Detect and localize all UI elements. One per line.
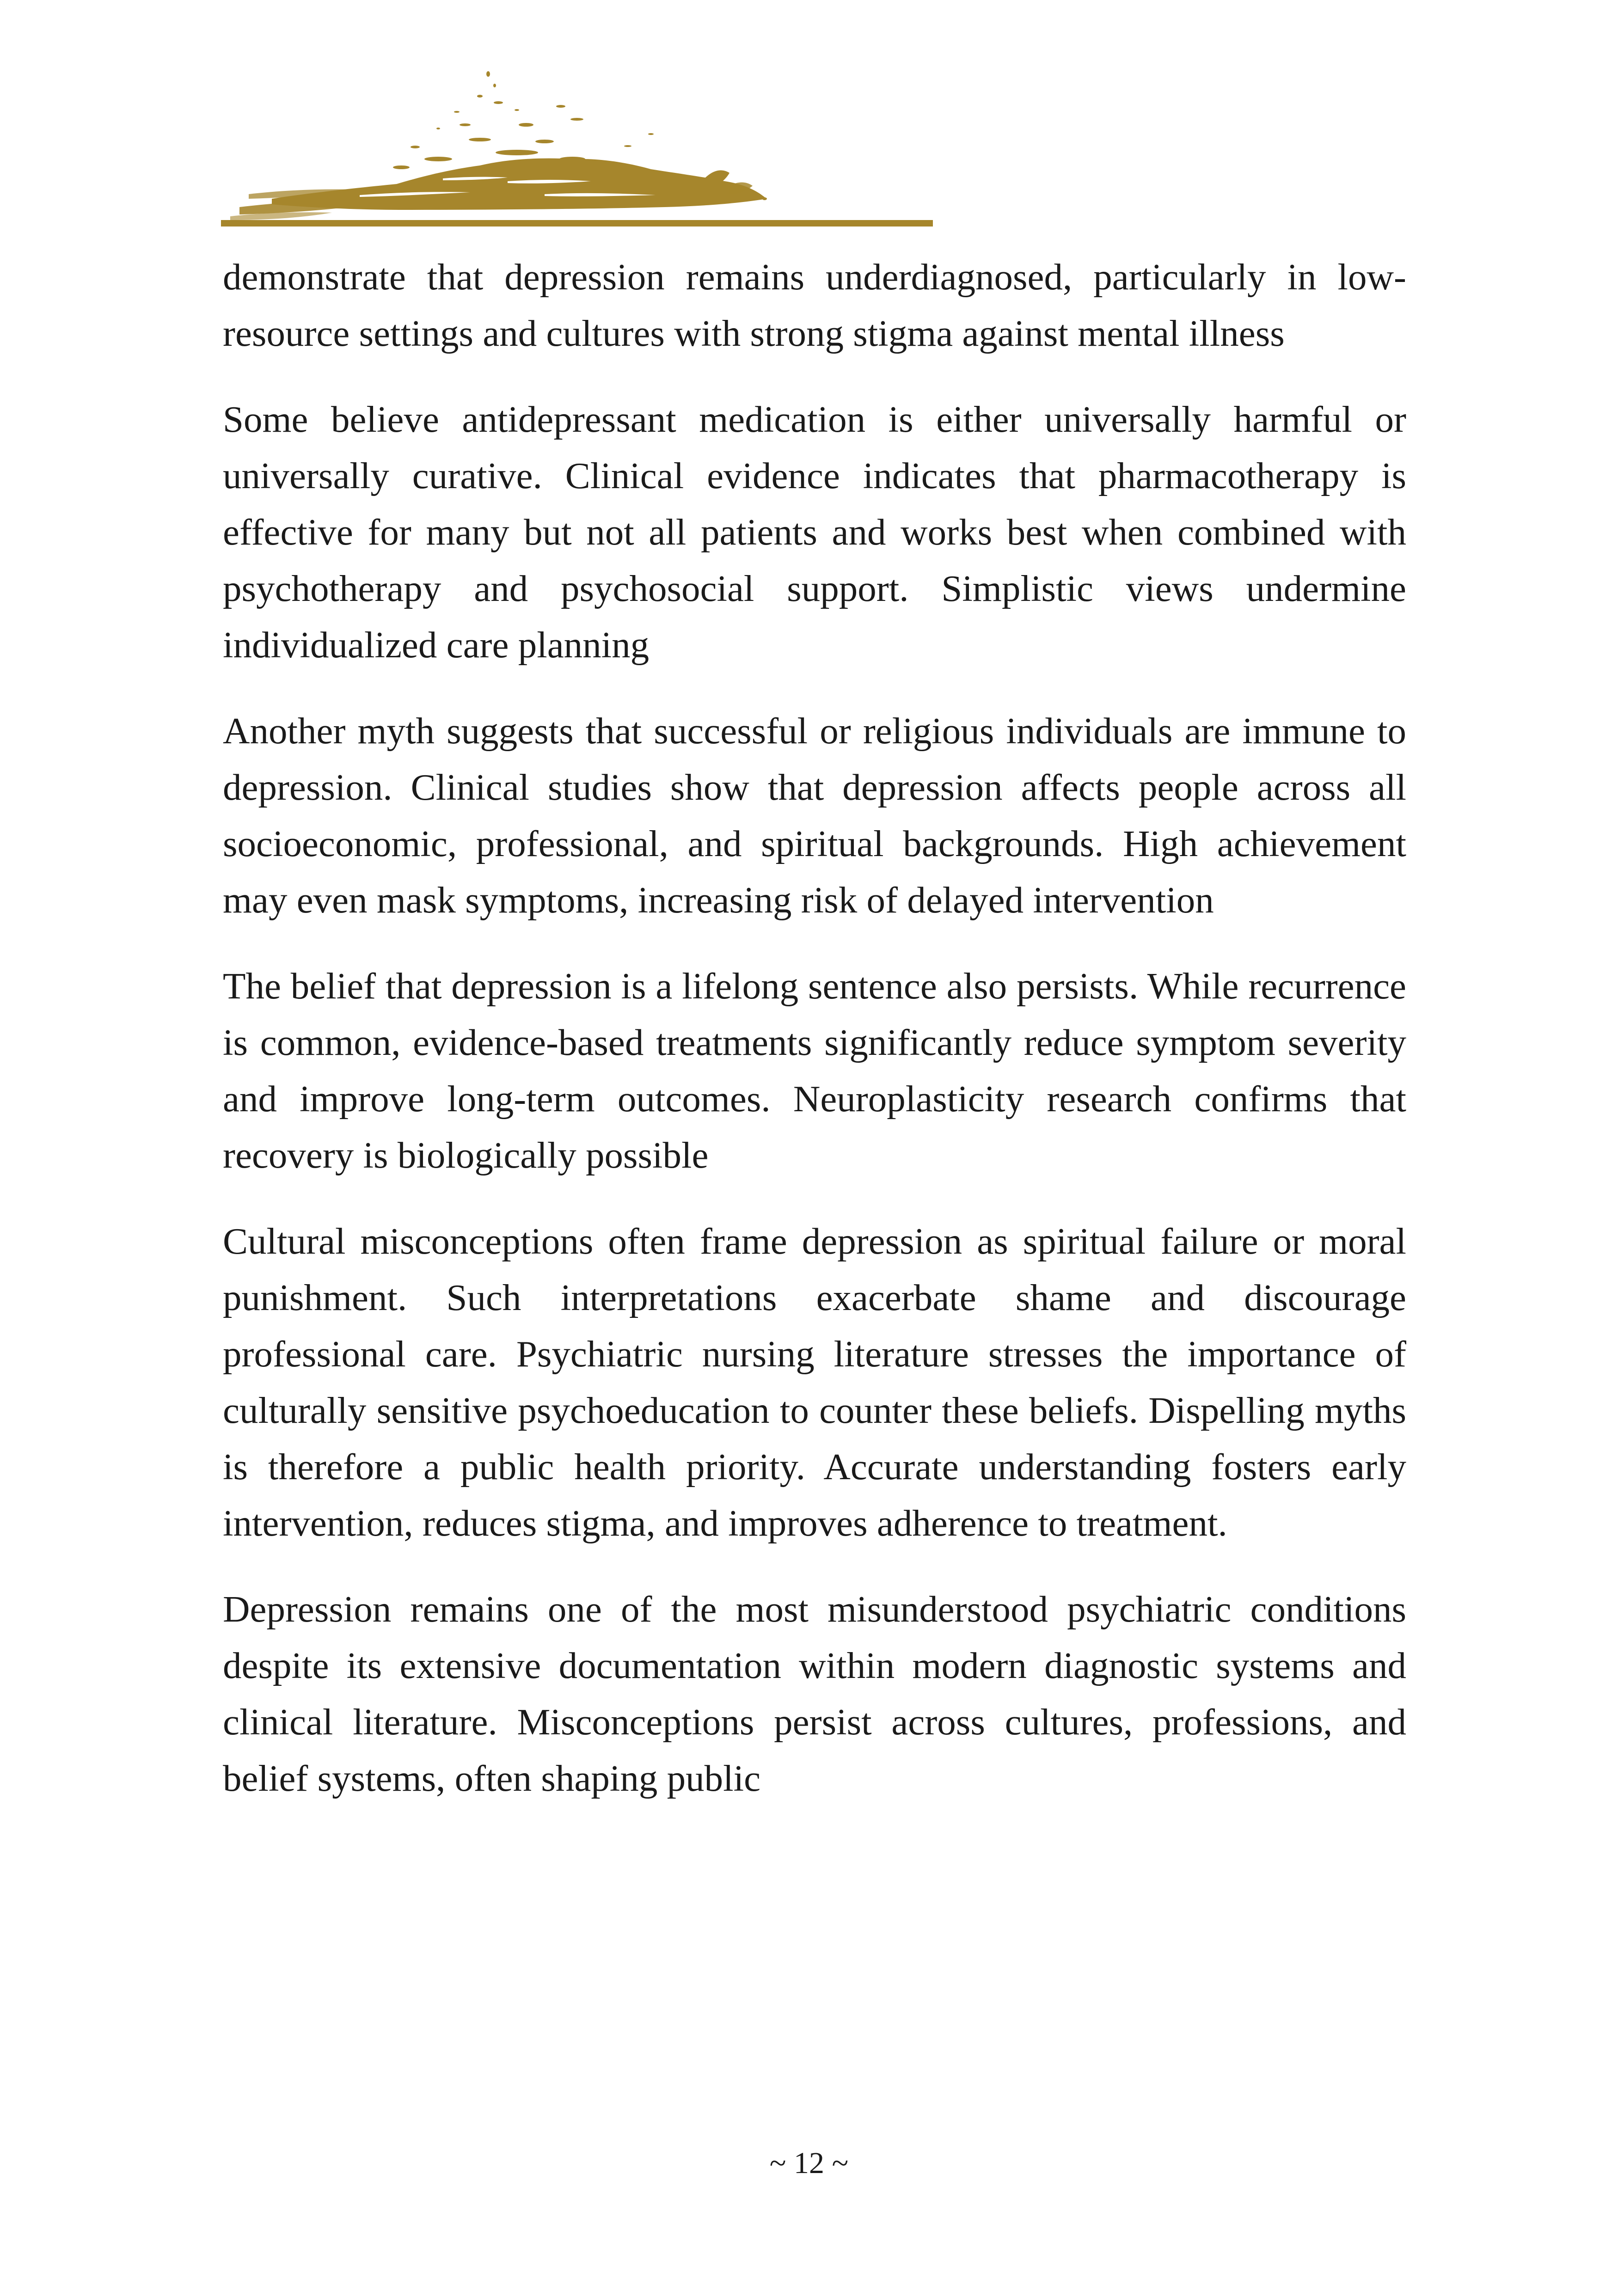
page-body [223,249,1406,1836]
body-paragraph-4: The belief that depression is a lifelong sentence also persists. While recurrence is common, evidence-based treatments significantly reduce symptom severity and improve long-term outcomes. Neuroplasticity research confirms that recovery is biologically possible [223,965,1406,1176]
page-number: ~ 12 ~ [769,2146,849,2180]
gold-brushstroke-landscape-icon [221,60,933,236]
body-paragraph-6: Depression remains one of the most misunderstood psychiatric conditions despite its extensive documentation within modern diagnostic systems and clinical literature. Misconceptions persist across cultures, professions, and belief systems, often shaping public [223,1588,1406,1799]
body-paragraph-2: Some believe antidepressant medication is either universally harmful or universally curative. Clinical evidence indicates that pharmacotherapy is effective for many but not all patients and works best when combined with psychotherapy and psychosocial support. Simplistic views undermine individualized care planning [223,398,1406,666]
body-paragraph-5: Cultural misconceptions often frame depression as spiritual failure or moral punishment. Such interpretations exacerbate shame and discourage professional care. Psychiatric nursing literature stresses the importance of culturally sensitive psychoeducation to counter these beliefs. Dispelling myths is therefore a public health priority. Accurate understanding fosters early intervention, reduces stigma, and improves adherence to treatment. [223,1220,1406,1544]
body-paragraph-1: demonstrate that depression remains underdiagnosed, particularly in low-resource settings and cultures with strong stigma against mental illness [223,256,1406,354]
body-paragraph-3: Another myth suggests that successful or religious individuals are immune to depression. Clinical studies show that depression affects people across all socioeconomic, professional, and spiritual backgrounds. High achievement may even mask symptoms, increasing risk of delayed intervention [223,710,1406,921]
header-ornament [221,60,933,236]
